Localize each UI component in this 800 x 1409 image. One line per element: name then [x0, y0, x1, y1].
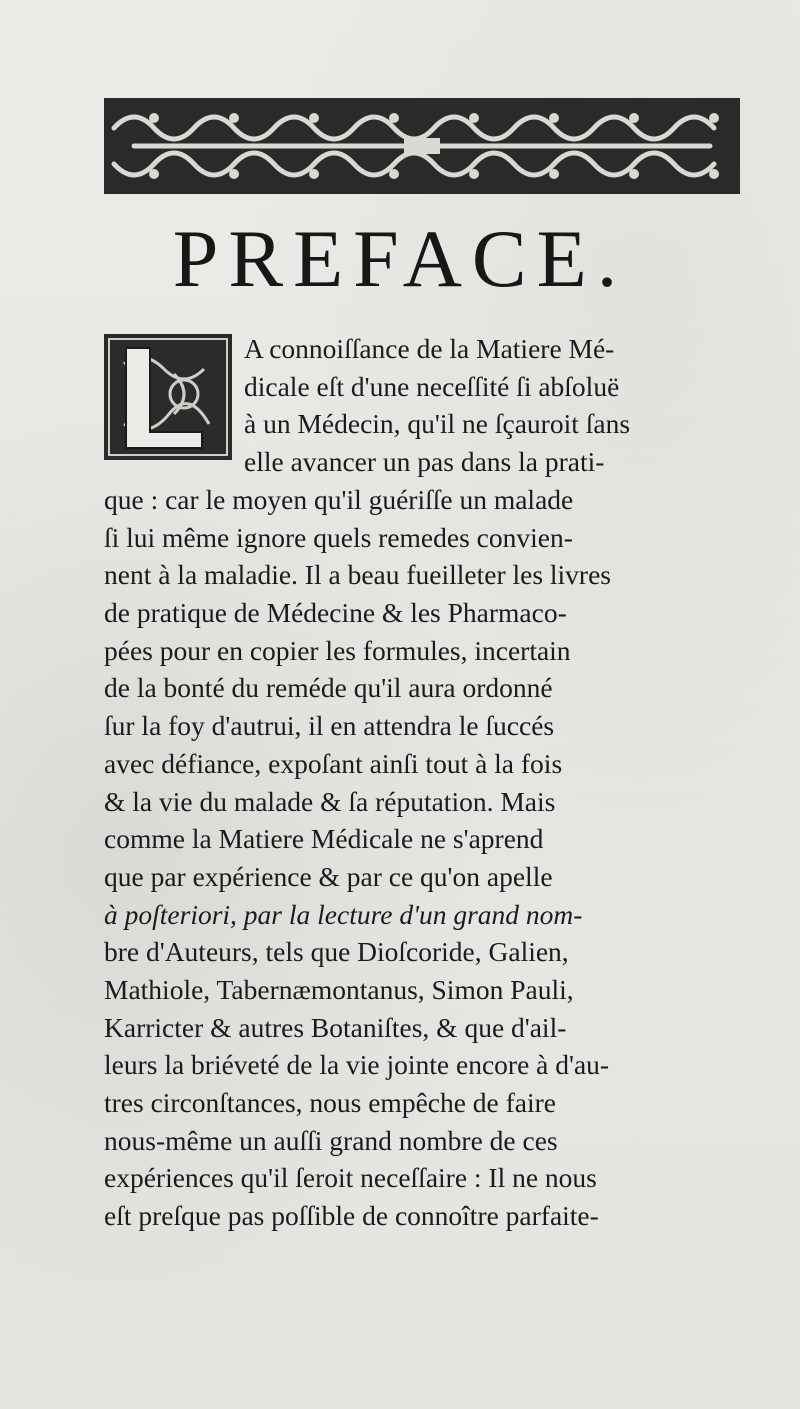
- text-line: avec défiance, expoſant ainſi tout à la fois: [104, 747, 563, 779]
- paragraph-body: [104, 481, 740, 1235]
- first-paragraph-opening: [244, 330, 740, 481]
- text-line: leurs la briéveté de la vie jointe encore à d'au-: [104, 1049, 610, 1081]
- text-line: nous-même un auſſi grand nombre de ces: [104, 1124, 558, 1156]
- text-line: ſi lui même ignore quels remedes convien-: [104, 521, 573, 553]
- text-line: dicale eſt d'une neceſſité ſi abſoluë: [244, 370, 620, 402]
- text-line: A connoiſſance de la Matiere Mé-: [244, 333, 615, 364]
- text-line: à poſteriori, par la lecture d'un grand nom-: [104, 898, 583, 930]
- text-line: elle avancer un pas dans la prati-: [244, 446, 605, 478]
- text-line: ſur la foy d'autrui, il en attendra le ſuccés: [104, 710, 555, 742]
- text-line: eſt preſque pas poſſible de connoître parfaite-: [104, 1200, 599, 1232]
- text-line: tres circonſtances, nous empêche de faire: [104, 1087, 557, 1118]
- decorative-header-ornament: [104, 98, 740, 194]
- decorated-initial-letter: [104, 334, 232, 460]
- text-line: à un Médecin, qu'il ne ſçauroit ſans: [244, 408, 631, 440]
- text-line: comme la Matiere Médicale ne s'aprend: [104, 823, 544, 855]
- text-line: & la vie du malade & ſa réputation. Mais: [104, 785, 556, 817]
- text-line: bre d'Auteurs, tels que Dioſcoride, Galien,: [104, 936, 569, 968]
- text-line: que par expérience & par ce qu'on apelle: [104, 860, 553, 892]
- text-line: pées pour en copier les formules, incertain: [104, 634, 571, 666]
- page-title: PREFACE.: [172, 213, 628, 304]
- text-line: que : car le moyen qu'il guériſſe un malade: [104, 484, 574, 515]
- text-line: de pratique de Médecine & les Pharmaco-: [104, 597, 567, 629]
- text-line: de la bonté du reméde qu'il aura ordonné: [104, 672, 553, 704]
- initial-letter-text: L: [104, 334, 105, 335]
- text-line: Mathiole, Tabernæmontanus, Simon Pauli,: [104, 973, 574, 1005]
- text-line: Karricter & autres Botaniſtes, & que d'ail-: [104, 1011, 567, 1043]
- text-line: nent à la maladie. Il a beau fueilleter les livres: [104, 559, 611, 591]
- text-line: expériences qu'il ſeroit neceſſaire : Il ne nous: [104, 1162, 597, 1194]
